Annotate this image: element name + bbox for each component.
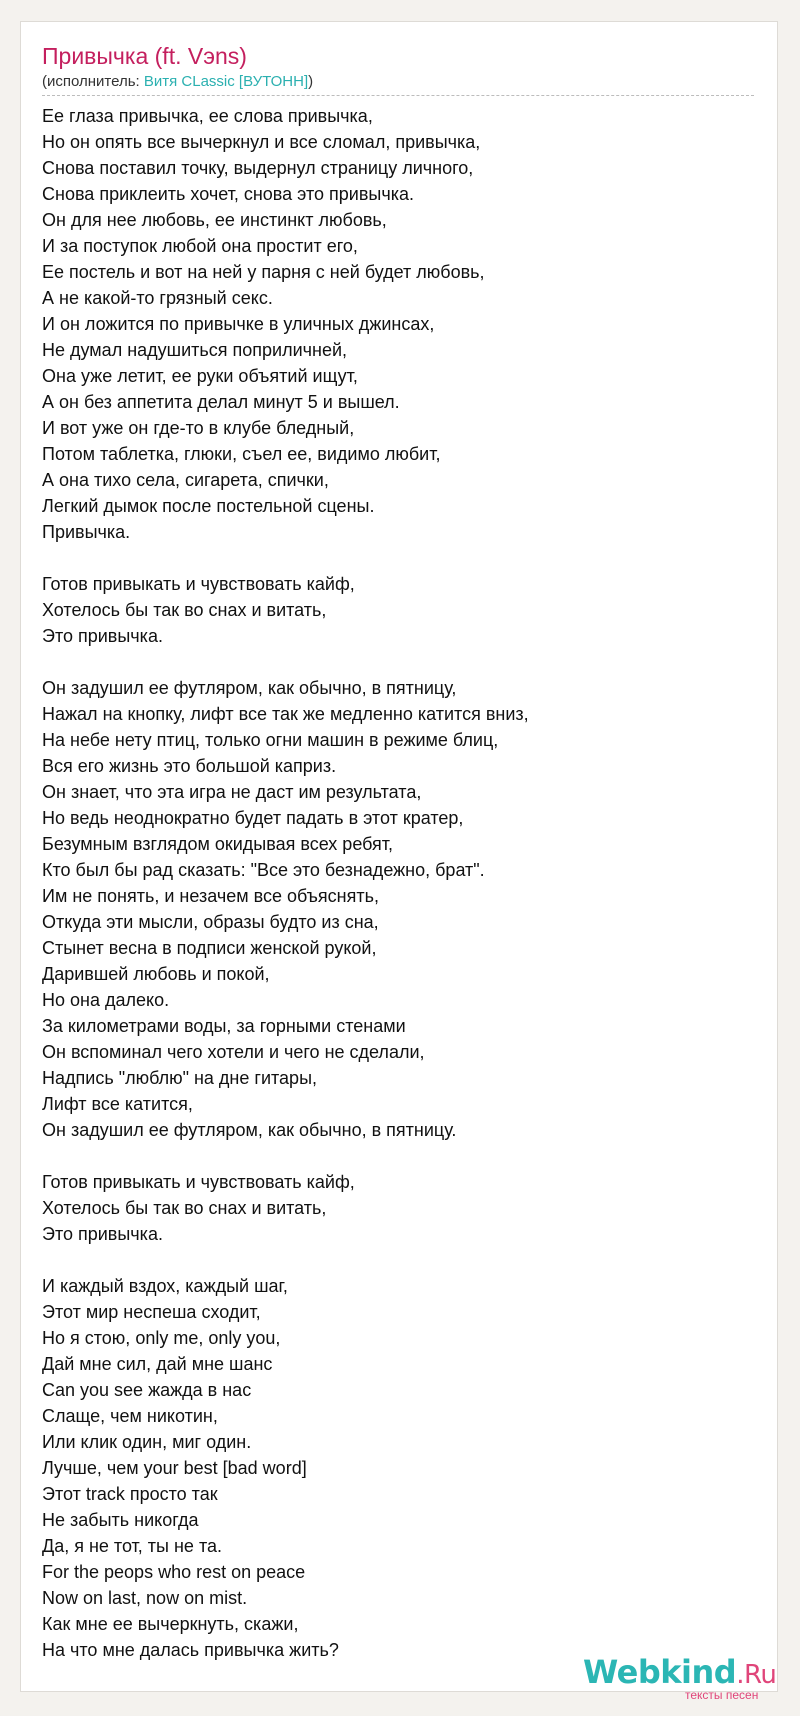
lyric-line: Откуда эти мысли, образы будто из сна, — [42, 912, 379, 932]
lyric-line: Это привычка. — [42, 1224, 163, 1244]
lyric-line: Can you see жажда в нас — [42, 1380, 252, 1400]
lyric-line: Этот мир неспеша сходит, — [42, 1302, 261, 1322]
lyrics-stanza — [42, 571, 762, 649]
lyric-line: Как мне ее вычеркнуть, скажи, — [42, 1614, 299, 1634]
artist-line — [42, 73, 313, 91]
lyrics-stanza — [42, 103, 762, 545]
lyric-line: Ее глаза привычка, ее слова привычка, — [42, 106, 373, 126]
lyric-line: Или клик один, миг один. — [42, 1432, 252, 1452]
lyric-line: Хотелось бы так во снах и витать, — [42, 1198, 327, 1218]
lyric-line: На небе нету птиц, только огни машин в режиме блиц, — [42, 730, 499, 750]
lyric-line: Снова приклеить хочет, снова это привычка. — [42, 184, 414, 204]
lyric-line: Не думал надушиться поприличней, — [42, 340, 348, 360]
lyric-line: Нажал на кнопку, лифт все так же медленно катится вниз, — [42, 704, 529, 724]
lyric-line: Готов привыкать и чувствовать кайф, — [42, 574, 355, 594]
lyric-line: Он для нее любовь, ее инстинкт любовь, — [42, 210, 387, 230]
lyric-line: For the peops who rest on peace — [42, 1562, 306, 1582]
lyric-line: И каждый вздох, каждый шаг, — [42, 1276, 288, 1296]
lyrics-stanza — [42, 675, 762, 1143]
lyrics-stanza — [42, 1169, 762, 1247]
lyric-line: Дарившей любовь и покой, — [42, 964, 270, 984]
artist-prefix: (исполнитель: — [42, 73, 144, 90]
content-card — [20, 21, 778, 1702]
logo-name: Webkind — [583, 1653, 737, 1691]
lyric-line: Им не понять, и незачем все объяснять, — [42, 886, 379, 906]
lyric-line: А не какой-то грязный секс. — [42, 288, 273, 308]
lyric-line: Снова поставил точку, выдернул страницу личного, — [42, 158, 474, 178]
lyric-line: Хотелось бы так во снах и витать, — [42, 600, 327, 620]
lyrics-body — [42, 103, 762, 1663]
lyric-line: Готов привыкать и чувствовать кайф, — [42, 1172, 355, 1192]
lyric-line: Но ведь неоднократно будет падать в этот кратер, — [42, 808, 464, 828]
lyric-line: Стынет весна в подписи женской рукой, — [42, 938, 377, 958]
artist-suffix: ) — [308, 73, 314, 90]
logo-tagline: тексты песен — [685, 1688, 759, 1702]
lyric-line: Это привычка. — [42, 626, 163, 646]
lyric-line: И вот уже он где-то в клубе бледный, — [42, 418, 355, 438]
dashed-divider — [42, 95, 754, 96]
lyric-line: Now on last, now on mist. — [42, 1588, 248, 1608]
lyric-line: Но она далеко. — [42, 990, 170, 1010]
lyric-line: Она уже летит, ее руки объятий ищут, — [42, 366, 358, 386]
lyric-line: Кто был бы рад сказать: "Все это безнадежно, брат". — [42, 860, 485, 880]
lyric-line: Но он опять все вычеркнул и все сломал, привычка, — [42, 132, 481, 152]
lyric-line: Надпись "люблю" на дне гитары, — [42, 1068, 318, 1088]
lyric-line: На что мне далась привычка жить? — [42, 1640, 339, 1660]
logo-tld: .Ru — [736, 1660, 777, 1690]
lyric-line: Вся его жизнь это большой каприз. — [42, 756, 337, 776]
lyric-line: А она тихо села, сигарета, спички, — [42, 470, 329, 490]
lyric-line: И за поступок любой она простит его, — [42, 236, 358, 256]
lyric-line: Легкий дымок после постельной сцены. — [42, 496, 375, 516]
lyric-line: А он без аппетита делал минут 5 и вышел. — [42, 392, 400, 412]
lyric-line: Лучше, чем your best [bad word] — [42, 1458, 307, 1478]
lyric-line: Привычка. — [42, 522, 131, 542]
lyric-line: За километрами воды, за горными стенами — [42, 1016, 406, 1036]
lyric-line: Он задушил ее футляром, как обычно, в пятницу. — [42, 1120, 457, 1140]
lyric-line: Ее постель и вот на ней у парня с ней будет любовь, — [42, 262, 485, 282]
lyric-line: И он ложится по привычке в уличных джинсах, — [42, 314, 435, 334]
lyric-line: Потом таблетка, глюки, съел ее, видимо любит, — [42, 444, 441, 464]
lyric-line: Он задушил ее футляром, как обычно, в пятницу, — [42, 678, 457, 698]
lyric-line: Он знает, что эта игра не даст им результата, — [42, 782, 422, 802]
lyric-line: Не забыть никогда — [42, 1510, 199, 1530]
lyric-line: Но я стою, only me, only you, — [42, 1328, 281, 1348]
lyric-line: Лифт все катится, — [42, 1094, 193, 1114]
lyric-line: Он вспоминал чего хотели и чего не сделали, — [42, 1042, 425, 1062]
lyrics-stanza — [42, 1273, 762, 1663]
lyric-line: Да, я не тот, ты не та. — [42, 1536, 222, 1556]
webkind-logo[interactable] — [583, 1652, 783, 1708]
artist-link[interactable]: Витя CLassic [ВУТОНН] — [143, 73, 309, 90]
lyric-line: Безумным взглядом окидывая всех ребят, — [42, 834, 394, 854]
song-title: Привычка (ft. Vэns) — [42, 43, 247, 69]
lyric-line: Слаще, чем никотин, — [42, 1406, 218, 1426]
lyric-line: Дай мне сил, дай мне шанс — [42, 1354, 273, 1374]
lyric-line: Этот track просто так — [42, 1484, 218, 1504]
